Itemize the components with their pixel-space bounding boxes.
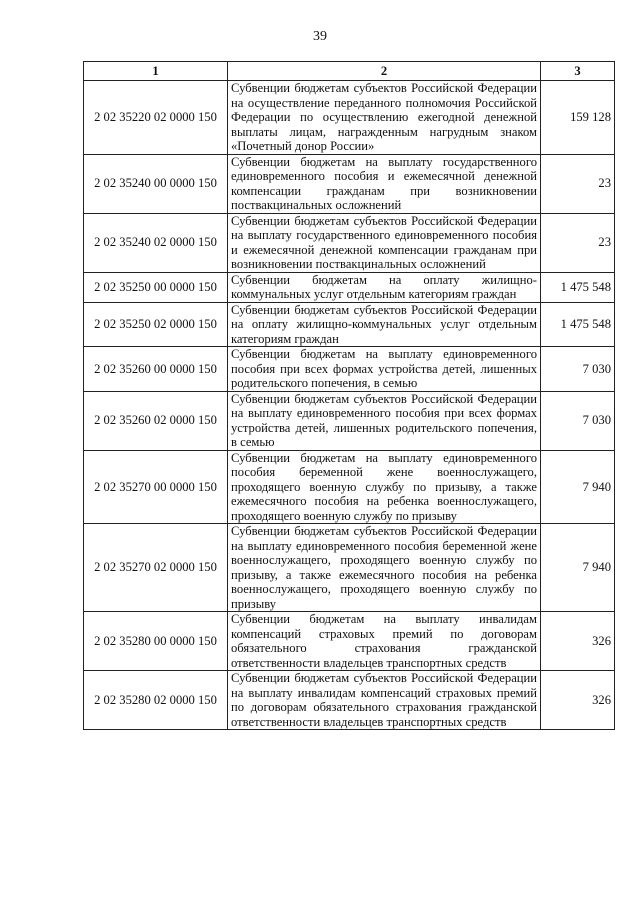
column-header-amount: 3 [541,62,615,81]
row-description: Субвенции бюджетам на выплату государственного единовременного пособия и ежемесячной денежной компенсации гражданам при возникновении поствакцинальных осложнений [228,154,541,213]
table-row [84,391,615,450]
row-description: Субвенции бюджетам на выплату инвалидам компенсаций страховых премий по договорам обязательного страхования гражданской ответственности владельцев транспортных средств [228,612,541,671]
table-row [84,213,615,272]
row-code: 2 02 35240 02 0000 150 [84,213,228,272]
table-row [84,154,615,213]
row-amount: 23 [541,213,615,272]
row-amount: 7 030 [541,391,615,450]
row-code: 2 02 35270 02 0000 150 [84,524,228,612]
row-amount: 326 [541,612,615,671]
row-amount: 159 128 [541,81,615,155]
row-description: Субвенции бюджетам на выплату единовременного пособия беременной жене военнослужащего, проходящего военную службу по призыву, а также ежемесячного пособия на ребенка военнослужащего, проходящего военную службу по призыву [228,450,541,524]
row-code: 2 02 35280 00 0000 150 [84,612,228,671]
row-code: 2 02 35270 00 0000 150 [84,450,228,524]
table-row [84,671,615,730]
row-code: 2 02 35260 00 0000 150 [84,347,228,392]
row-amount: 23 [541,154,615,213]
row-amount: 7 030 [541,347,615,392]
table-row [84,450,615,524]
row-amount: 1 475 548 [541,302,615,347]
column-header-description: 2 [228,62,541,81]
row-code: 2 02 35220 02 0000 150 [84,81,228,155]
table-row [84,272,615,302]
row-description: Субвенции бюджетам на оплату жилищно-коммунальных услуг отдельным категориям граждан [228,272,541,302]
row-code: 2 02 35250 00 0000 150 [84,272,228,302]
budget-table [83,61,615,730]
table-header-row [84,62,615,81]
row-description: Субвенции бюджетам субъектов Российской Федерации на осуществление переданного полномочия Российской Федерации по осуществлению ежегодной денежной выплаты лицам, награжденным нагрудным знаком «Почетный донор России» [228,81,541,155]
table-row [84,524,615,612]
table-row [84,81,615,155]
row-code: 2 02 35280 02 0000 150 [84,671,228,730]
row-amount: 7 940 [541,524,615,612]
row-description: Субвенции бюджетам субъектов Российской Федерации на выплату единовременного пособия беременной жене военнослужащего, проходящего военную службу по призыву, а также ежемесячного пособия на ребенка военнослужащего, проходящего военную службу по призыву [228,524,541,612]
row-amount: 1 475 548 [541,272,615,302]
row-code: 2 02 35250 02 0000 150 [84,302,228,347]
row-description: Субвенции бюджетам субъектов Российской Федерации на оплату жилищно-коммунальных услуг отдельным категориям граждан [228,302,541,347]
page-number: 39 [313,29,327,44]
table-row [84,612,615,671]
row-amount: 326 [541,671,615,730]
table-row [84,347,615,392]
row-description: Субвенции бюджетам субъектов Российской Федерации на выплату единовременного пособия при всех формах устройства детей, лишенных родительского попечения, в семью [228,391,541,450]
row-description: Субвенции бюджетам субъектов Российской Федерации на выплату инвалидам компенсаций страховых премий по договорам обязательного страхования гражданской ответственности владельцев транспортных средств [228,671,541,730]
row-code: 2 02 35260 02 0000 150 [84,391,228,450]
table-row [84,302,615,347]
row-description: Субвенции бюджетам на выплату единовременного пособия при всех формах устройства детей, лишенных родительского попечения, в семью [228,347,541,392]
row-amount: 7 940 [541,450,615,524]
column-header-code: 1 [84,62,228,81]
row-description: Субвенции бюджетам субъектов Российской Федерации на выплату государственного единовременного пособия и ежемесячной денежной компенсации гражданам при возникновении поствакцинальных осложнений [228,213,541,272]
row-code: 2 02 35240 00 0000 150 [84,154,228,213]
